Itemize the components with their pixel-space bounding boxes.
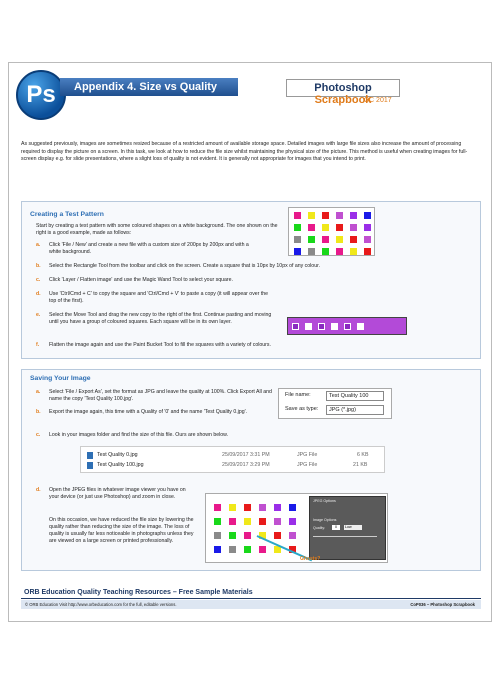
pattern-square bbox=[350, 212, 357, 219]
step-letter: d. bbox=[36, 487, 41, 493]
file-row[interactable] bbox=[87, 461, 382, 470]
quality-slider[interactable] bbox=[313, 536, 377, 537]
pattern-square bbox=[259, 518, 266, 525]
logo-text: Ps bbox=[26, 81, 56, 108]
pattern-square bbox=[289, 532, 296, 539]
pattern-square bbox=[244, 518, 251, 525]
pattern-square bbox=[364, 236, 371, 243]
pattern-square bbox=[214, 532, 221, 539]
file-type: JPG File bbox=[297, 452, 318, 458]
pattern-square bbox=[259, 504, 266, 511]
pattern-square bbox=[350, 248, 357, 255]
step-letter: c. bbox=[36, 277, 41, 283]
step-text: Select 'File / Export As', set the format as JPG and leave the quality at 100%. Click Export All and name the copy 'Test Quality 100.jpg'. bbox=[49, 389, 272, 402]
step-text: Flatten the image again and use the Paint Bucket Tool to fill the squares with a variety of colours. bbox=[49, 342, 271, 348]
section-heading: Saving Your Image bbox=[30, 375, 91, 382]
pattern-square bbox=[294, 236, 301, 243]
step-d bbox=[36, 487, 201, 509]
step-e bbox=[36, 312, 286, 334]
pasted-square bbox=[305, 323, 312, 330]
step-d bbox=[36, 291, 286, 305]
footer-left: © ORB Education Visit http://www.orbeducation.com for the full, editable versions. bbox=[25, 602, 177, 607]
pattern-square bbox=[308, 248, 315, 255]
pattern-square bbox=[364, 248, 371, 255]
file-size: 6 KB bbox=[357, 452, 369, 458]
step-letter: b. bbox=[36, 409, 41, 415]
step-text: Use 'Ctrl/Cmd + C' to copy the square and 'Ctrl/Cmd + V' to paste a copy (it will appear over the top of the first). bbox=[49, 291, 269, 304]
save-type-select[interactable]: JPG (*.jpg) bbox=[326, 405, 384, 415]
pattern-square bbox=[229, 518, 236, 525]
step-text: Click 'File / New' and create a new file with a custom size of 200px by 200px and with a white background. bbox=[49, 242, 249, 255]
quality-input[interactable]: 0 bbox=[332, 525, 340, 530]
pattern-square bbox=[336, 236, 343, 243]
pasted-square bbox=[344, 323, 351, 330]
step-text: Look in your images folder and find the size of this file. Ours are shown below. bbox=[49, 432, 229, 438]
section-lead: Start by creating a test pattern with some coloured shapes on a white background. The one shown on the right is a good example, made as follows: bbox=[36, 223, 278, 236]
step-f bbox=[36, 342, 476, 350]
save-dialog bbox=[278, 388, 392, 419]
pattern-square bbox=[229, 532, 236, 539]
file-type: JPG File bbox=[297, 462, 318, 468]
pattern-square bbox=[274, 518, 281, 525]
step-text: Select the Rectangle Tool from the toolbar and click on the screen. Create a square that is 10px by 10px of any colour. bbox=[49, 263, 320, 269]
brand-main: Photoshop bbox=[314, 82, 372, 94]
pattern-square bbox=[229, 546, 236, 553]
pattern-square bbox=[322, 224, 329, 231]
step-c bbox=[36, 432, 336, 440]
pattern-square bbox=[336, 212, 343, 219]
pattern-square bbox=[364, 212, 371, 219]
pattern-square bbox=[336, 224, 343, 231]
step-letter: d. bbox=[36, 291, 41, 297]
pattern-square bbox=[244, 504, 251, 511]
pattern-square bbox=[259, 546, 266, 553]
pattern-square bbox=[322, 236, 329, 243]
step-letter: e. bbox=[36, 312, 41, 318]
pattern-square bbox=[214, 518, 221, 525]
intro-paragraph: As suggested previously, images are sometimes resized because of a restricted amount of available storage space. Detailed images with large file sizes also increase the amount of processing required to display the picture on a screen. In this task, we look at how to reduce the file size whilst maintaining the physical size of the picture. This method is useful when creating images for full-screen display e.g. for slide presentations, where a slight loss of quality is not evident. It is generally not appropriate for images that you intend to print. bbox=[21, 141, 468, 162]
test-pattern-image bbox=[288, 207, 375, 256]
file-name-label: File name: bbox=[285, 392, 311, 398]
test-pattern-section bbox=[21, 201, 481, 359]
pattern-square bbox=[322, 248, 329, 255]
file-name: Test Quality 100.jpg bbox=[97, 462, 144, 468]
pattern-square bbox=[308, 224, 315, 231]
pattern-square bbox=[336, 248, 343, 255]
panel-section: Image Options bbox=[313, 518, 337, 522]
save-type-label: Save as type: bbox=[285, 406, 319, 412]
step-c bbox=[36, 277, 336, 285]
pattern-square bbox=[289, 518, 296, 525]
photoshop-logo-icon bbox=[16, 70, 66, 120]
footer-title: ORB Education Quality Teaching Resources – Free Sample Materials bbox=[24, 589, 253, 596]
version-label: CC 2017 bbox=[364, 97, 392, 104]
step-a bbox=[36, 242, 296, 256]
file-size: 21 KB bbox=[353, 462, 368, 468]
pattern-square bbox=[322, 212, 329, 219]
step-letter: b. bbox=[36, 263, 41, 269]
file-name-field[interactable]: Test Quality 100 bbox=[326, 391, 384, 401]
section-heading: Creating a Test Pattern bbox=[30, 211, 104, 218]
pattern-square bbox=[364, 224, 371, 231]
pattern-square bbox=[294, 212, 301, 219]
pasted-square bbox=[318, 323, 325, 330]
pattern-square bbox=[294, 224, 301, 231]
pattern-square bbox=[350, 224, 357, 231]
jpg-file-icon bbox=[87, 462, 93, 469]
pattern-square bbox=[244, 532, 251, 539]
pattern-square bbox=[274, 504, 281, 511]
step-letter: a. bbox=[36, 389, 41, 395]
footer-divider bbox=[21, 598, 481, 599]
pasted-square bbox=[357, 323, 364, 330]
file-date: 25/09/2017 3:29 PM bbox=[222, 462, 270, 468]
footer-right: CoP036 – Photoshop Scrapbook bbox=[410, 602, 475, 607]
pasted-square bbox=[331, 323, 338, 330]
step-letter: c. bbox=[36, 432, 41, 438]
file-name: Test Quality 0.jpg bbox=[97, 452, 138, 458]
quality-note: On this occasion, we have reduced the file size by lowering the quality rather than reducing the size of the image. The loss of quality is usually far less noticeable in photographs unless they are viewed on a large screen or printed professionally. bbox=[49, 517, 194, 544]
pattern-square bbox=[294, 248, 301, 255]
pattern-square bbox=[308, 212, 315, 219]
pattern-square bbox=[229, 504, 236, 511]
jpg-file-icon bbox=[87, 452, 93, 459]
footer-bar bbox=[21, 600, 481, 609]
pattern-square bbox=[308, 236, 315, 243]
page-title: Appendix 4. Size vs Quality bbox=[60, 78, 238, 96]
pasted-squares-strip bbox=[287, 317, 407, 335]
step-text: Open the JPEG files in whatever image viewer you have on your device (or just use Photoshop) and zoom in close. bbox=[49, 487, 186, 500]
step-text: Select the Move Tool and drag the new copy to the right of the first. Continue pasting and moving until you have a group of coloured squares. Each square will be in its own layer. bbox=[49, 312, 272, 325]
ghosts-label: Ghosts? bbox=[300, 556, 321, 562]
pasted-square bbox=[292, 323, 299, 330]
pattern-square bbox=[350, 236, 357, 243]
brand-accent: Scrapbook bbox=[314, 94, 372, 106]
step-b bbox=[36, 409, 286, 423]
file-row[interactable] bbox=[87, 451, 382, 460]
panel-title: JPEG Options bbox=[313, 499, 336, 503]
step-text: Export the image again, this time with a Quality of '0' and the name 'Test Quality 0.jpg'. bbox=[49, 409, 248, 415]
file-date: 25/09/2017 3:31 PM bbox=[222, 452, 270, 458]
step-b bbox=[36, 263, 476, 271]
quality-label: Quality: bbox=[313, 526, 326, 530]
step-letter: a. bbox=[36, 242, 41, 248]
step-text: Click 'Layer / Flatten image' and use the Magic Wand Tool to select your square. bbox=[49, 277, 233, 283]
step-letter: f. bbox=[36, 342, 40, 348]
jpeg-options-panel bbox=[309, 496, 386, 560]
saving-image-section bbox=[21, 369, 481, 571]
pattern-square bbox=[244, 546, 251, 553]
pattern-square bbox=[214, 504, 221, 511]
pattern-square bbox=[214, 546, 221, 553]
step-a bbox=[36, 389, 286, 403]
pattern-square bbox=[289, 504, 296, 511]
pattern-square bbox=[274, 532, 281, 539]
quality-select[interactable]: Low bbox=[344, 525, 362, 530]
file-list bbox=[80, 446, 385, 473]
